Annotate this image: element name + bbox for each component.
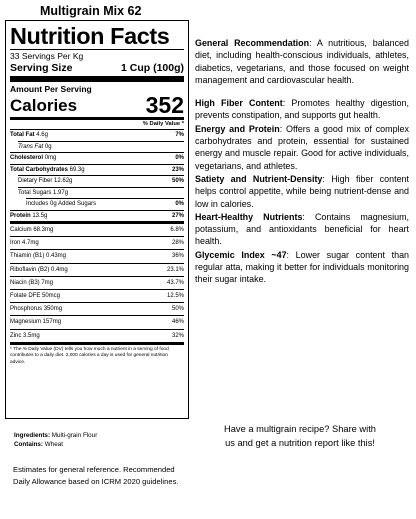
nutrition-facts-panel: [5, 20, 189, 419]
vitamin-row: Niacin (B3) 7mg 43.7%: [10, 276, 184, 289]
amount-per-serving-label: Amount Per Serving: [10, 84, 92, 94]
estimates-note: Estimates for general reference. Recommended Daily Allowance based on ICRM 2020 guidelines.: [13, 465, 179, 486]
nutrient-row: Total Sugars 1.97g: [18, 187, 184, 199]
daily-value-footnote: * The % Daily Value (DV) tells you how much a nutrient in a serving of food contributes to a daily diet. 2,000 calories a day is used for general nutrition advice.: [10, 346, 169, 366]
vitamin-row: Folate DFE 50mcg 12.5%: [10, 289, 184, 302]
vitamin-row: Thiamin (B1) 0.43mg 36%: [10, 249, 184, 262]
info-paragraph: Heart-Healthy Nutrients: Contains magnesium, potassium, and antioxidants beneficial for heart health.: [195, 211, 410, 247]
nutrient-row: Total Carbohydrates 69.3g 23%: [10, 164, 184, 176]
info-paragraph: General Recommendation: A nutritious, balanced diet, including health-conscious individuals, athletes, diabetics, vegetarians, and those focused on weight management and cardiovascular health.: [195, 38, 409, 85]
serving-size-row: [10, 62, 184, 75]
ingredients-block: [14, 431, 97, 449]
vitamin-row: Magnesium 157mg 46%: [10, 315, 184, 328]
serving-size-value: 1 Cup (100g): [120, 62, 184, 74]
servings-per-container: 33 Servings Per Kg: [10, 51, 84, 61]
nutrient-row: Cholesterol 0mg 0%: [10, 152, 184, 164]
ingredients-label: Ingredients:: [14, 432, 51, 439]
serving-size-label: Serving Size: [10, 62, 73, 74]
contains-value: Wheat: [44, 441, 63, 448]
recommendation-column: [195, 37, 409, 286]
calories-value: 352: [145, 92, 184, 118]
vitamin-row: Riboflavin (B2) 0.4mg 23.1%: [10, 263, 184, 276]
info-paragraph: Satiety and Nutrient-Density: High fiber content helps control appetite, while being nutrient-dense and low in calories.: [195, 173, 409, 209]
vitamin-row: Iron 4.7mg 28%: [10, 236, 184, 249]
info-paragraph: High Fiber Content: Promotes healthy digestion, prevents constipation, and supports gut health.: [195, 98, 409, 121]
recipe-call-to-action: Have a multigrain recipe? Share with us and get a nutrition report like this!: [224, 424, 376, 448]
vitamin-row: Zinc 3.5mg 32%: [10, 329, 184, 342]
info-paragraph: Energy and Protein: Offers a good mix of complex carbohydrates and protein, essential for sustained energy and muscle repair. Good for active individuals, vegetarians, and athletes.: [195, 123, 409, 171]
vitamin-row: Phosphorus 350mg 50%: [10, 302, 184, 315]
info-paragraph: Glycemic Index ~47: Lower sugar content than regular atta, making it better for individuals monitoring their sugar intake.: [195, 249, 410, 285]
contains-label: Contains:: [14, 441, 44, 448]
nutrient-row: Dietary Fiber 12.62g 50%: [18, 175, 184, 187]
nutrient-row: Includes 0g Added Sugars 0%: [26, 198, 184, 210]
daily-value-header: % Daily Value *: [142, 121, 184, 127]
ingredients-value: Multi-grain Flour: [51, 432, 98, 439]
nutrient-row: Trans Fat 0g: [18, 141, 184, 153]
nutrient-row: Protein 13.5g 27%: [10, 210, 184, 222]
nutrient-row: Total Fat 4.6g 7%: [10, 129, 184, 141]
nutrition-facts-title: Nutrition Facts: [10, 23, 170, 49]
product-title: Multigrain Mix 62: [40, 4, 142, 18]
calories-row: [10, 94, 184, 116]
vitamin-row: Calcium 68.3mg 6.8%: [10, 221, 184, 236]
calories-label: Calories: [10, 96, 78, 115]
